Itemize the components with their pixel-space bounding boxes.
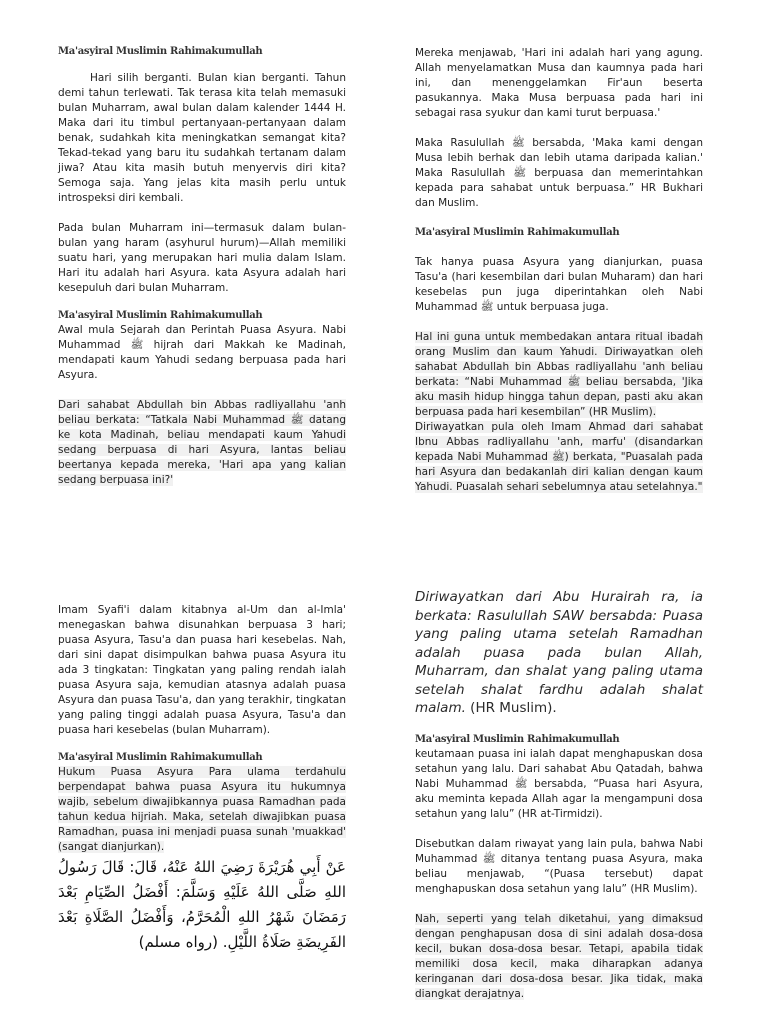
hukum-text: Hukum Puasa Asyura Para ulama terdahulu berpendapat bahwa puasa Asyura itu hukumnya wajib, sebelum diwajibkannya puasa Ramadhan pada tahun kedua hijriah. Maka, setelah diwajibkan puasa Ramadhan, puasa ini menjadi puasa sunah 'muakkad' (sangat dianjurkan). bbox=[58, 766, 346, 853]
riwayat-paragraph: Disebutkan dalam riwayat yang lain pula, bahwa Nabi Muhammad ﷺ ditanya tentang puasa Asyura, maka beliau menjawab, “(Puasa tersebut) dapat menghapuskan dosa setahun yang lalu” (HR Muslim). bbox=[415, 837, 703, 895]
arabic-hadith: عَنْ أَبِي هُرَيْرَةَ رَضِيَ اللهُ عَنْهُ، قَالَ: قَالَ رَسُولُ اللهِ صَلَّى اللهُ عَلَيْهِ وَسَلَّمَ: أَفْضَلُ الصِّيَامِ بَعْدَ رَمَضَانَ شَهْرُ اللهِ الْمُحَرَّمُ، وَأَفْضَلُ الصَّلَاةِ بَعْدَ الفَرِيضَةِ صَلَاةُ اللَّيْلِ. (رواه مسلم) bbox=[58, 858, 346, 951]
muharram-paragraph: Pada bulan Muharram ini—termasuk dalam bulan-bulan yang haram (asyhurul hurum)—Allah memiliki suatu hari, yang merupakan hari mulia dalam Islam. Hari itu adalah hari Asyura. kata Asyura adalah hari kesepuluh dari bulan Muharram. bbox=[58, 222, 346, 294]
ahmad-text: Diriwayatkan pula oleh Imam Ahmad dari sahabat Ibnu Abbas radliyallahu 'anh, marfu' (disandarkan kepada Nabi Muhammad ﷺ) berkata, "Puasalah pada hari Asyura dan bedakanlah diri kalian dengan kaum Yahudi. Puasalah sehari sebelumnya atau setelahnya." bbox=[415, 421, 703, 493]
section-heading: Ma'asyiral Muslimin Rahimakumullah bbox=[58, 752, 263, 763]
rasul-paragraph: Maka Rasulullah ﷺ bersabda, 'Maka kami dengan Musa lebih berhak dan lebih utama daripada kalian.' Maka Rasulullah ﷺ berpuasa dan memerintahkan kepada para sahabat untuk berpuasa.” HR Bukhari dan Muslim. bbox=[415, 137, 704, 209]
page1-left-column bbox=[58, 44, 346, 488]
abbas-paragraph bbox=[58, 398, 346, 488]
section-heading: Ma'asyiral Muslimin Rahimakumullah bbox=[415, 733, 620, 745]
page1-right-column bbox=[415, 46, 703, 495]
section-heading: Ma'asyiral Muslimin Rahimakumullah bbox=[415, 227, 620, 238]
hukum-paragraph bbox=[58, 765, 346, 855]
section-heading: Ma'asyiral Muslimin Rahimakumullah bbox=[58, 46, 263, 57]
quote-text: Diriwayatkan dari Abu Hurairah ra, ia berkata: Rasulullah SAW bersabda: Puasa yang paling utama setelah Ramadhan adalah puasa pada bulan Allah, Muharram, dan shalat yang paling utama setelah shalat fardhu adalah shalat malam. bbox=[415, 589, 703, 716]
intro-paragraph: Hari silih berganti. Bulan kian berganti. Tahun demi tahun terlewati. Tak terasa kita telah memasuki bulan Muharram, awal bulan dalam kalender 1444 H. Maka dari itu timbul pertanyaan-pertanyaan dalam benak, sudahkah kita meningkatkan semangat kita? Tekad-tekad yang baru itu sudahkah tertanam dalam jiwa? Atau kita masih butuh menyervis diri kita? Semoga saja. Yang jelas kita masih perlu untuk introspeksi diri kembali. bbox=[58, 72, 346, 204]
tasua-paragraph: Tak hanya puasa Asyura yang dianjurkan, puasa Tasu'a (hari kesembilan dari bulan Muharam) dan hari kesebelas pun juga diperintahkan oleh Nabi Muhammad ﷺ untuk berpuasa juga. bbox=[415, 256, 703, 313]
hadith-quote bbox=[415, 588, 703, 718]
jawab-paragraph: Mereka menjawab, 'Hari ini adalah hari yang agung. Allah menyelamatkan Musa dan kaumnya pada hari ini, dan menenggelamkan Fir'aun beserta pasukannya. Maka Musa berpuasa pada hari ini sebagai rasa syukur dan kami turut berpuasa.' bbox=[415, 47, 703, 119]
ritual-text: Hal ini guna untuk membedakan antara ritual ibadah orang Muslim dan kaum Yahudi. Diriwayatkan oleh sahabat Abdullah bin Abbas radliyallahu 'anh beliau berkata: “Nabi Muhammad ﷺ beliau bersabda, 'Jika aku masih hidup hingga tahun depan, pasti aku akan berpuasa pada hari kesembilan” (HR Muslim). bbox=[415, 331, 703, 418]
abbas-text: Dari sahabat Abdullah bin Abbas radliyallahu 'anh beliau berkata: “Tatkala Nabi Muhammad ﷺ datang ke kota Madinah, beliau mendapati kaum Yahudi sedang berpuasa di hari Asyura, lantas beliau beertanya kepada mereka, 'Hari apa yang kalian sedang berpuasa ini?' bbox=[58, 399, 346, 486]
sejarah-paragraph: Awal mula Sejarah dan Perintah Puasa Asyura. Nabi Muhammad ﷺ hijrah dari Makkah ke Madinah, mendapati kaum Yahudi sedang berpuasa pada hari Asyura. bbox=[58, 324, 346, 381]
syafii-paragraph: Imam Syafi'i dalam kitabnya al-Um dan al-Imla' menegaskan bahwa disunahkan berpuasa 3 hari; puasa Asyura, Tasu'a dan puasa hari kesebelas. Nah, dari sini dapat disimpulkan bahwa puasa Asyura itu ada 3 tingkatan: Tingkatan yang paling rendah ialah puasa Asyura saja, kemudian atasnya adalah puasa Asyura dan puasa Tasu'a, dan yang terakhir, tingkatan yang paling tinggi adalah puasa Asyura, Tasu'a dan puasa hari kesebelas (bulan Muharram). bbox=[58, 604, 346, 736]
nah-text: Nah, seperti yang telah diketahui, yang dimaksud dengan penghapusan dosa di sini adalah dosa-dosa kecil, bukan dosa-dosa besar. Tetapi, apabila tidak memiliki dosa kecil, maka diharapkan adanya keringanan dari dosa-dosa besar. Jika tidak, maka diangkat derajatnya. bbox=[415, 912, 703, 1000]
page2-right-column bbox=[415, 588, 703, 1002]
keutamaan-paragraph: keutamaan puasa ini ialah dapat menghapuskan dosa setahun yang lalu. Dari sahabat Abu Qatadah, bahwa Nabi Muhammad ﷺ bersabda, “Puasa hari Asyura, aku meminta kepada Allah agar la mengampuni dosa setahun yang lalu” (HR at-Tirmidzi). bbox=[415, 747, 704, 820]
page2-left-column bbox=[58, 603, 346, 955]
ahmad-paragraph bbox=[415, 420, 703, 495]
quote-reference: (HR Muslim). bbox=[465, 700, 557, 716]
section-heading: Ma'asyiral Muslimin Rahimakumullah bbox=[58, 310, 263, 321]
ritual-paragraph bbox=[415, 330, 703, 420]
nah-paragraph bbox=[415, 912, 703, 1002]
